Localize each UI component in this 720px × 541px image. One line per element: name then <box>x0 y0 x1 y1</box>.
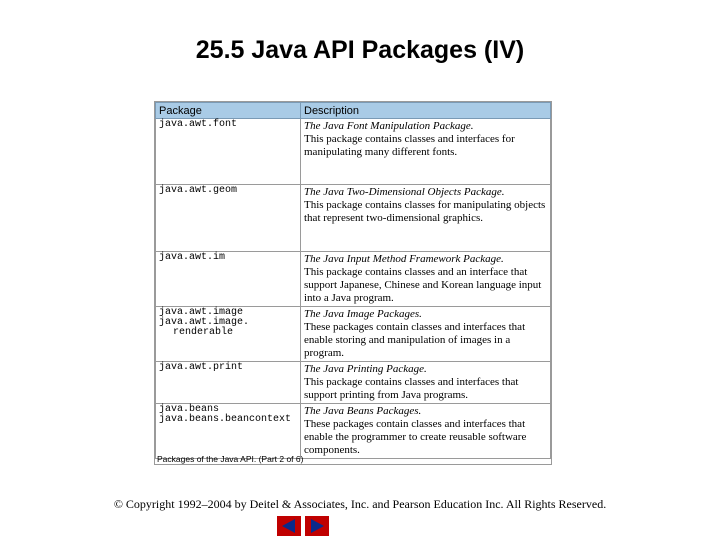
description-title: The Java Font Manipulation Package. <box>304 120 474 132</box>
description-cell <box>301 252 551 307</box>
package-cell <box>156 185 301 252</box>
description-cell <box>301 362 551 404</box>
slide-title: 25.5 Java API Packages (IV) <box>195 36 525 64</box>
description-title: The Java Beans Packages. <box>304 405 422 417</box>
package-name: java.beans <box>159 404 220 415</box>
package-cell <box>156 252 301 307</box>
package-name: java.awt.print <box>159 362 244 373</box>
package-name: java.awt.image. <box>159 317 250 328</box>
description-body: These packages contain classes and interfaces that enable the programmer to create reusable software components. <box>304 418 527 456</box>
table-row <box>156 362 551 404</box>
table-row <box>156 119 551 185</box>
package-cell <box>156 119 301 185</box>
arrow-right-icon <box>305 516 329 536</box>
description-body: These packages contain classes and interfaces that enable storing and manipulation of images in a program. <box>304 321 526 359</box>
description-body: This package contains classes and interfaces for manipulating many different fonts. <box>304 133 515 158</box>
description-body: This package contains classes for manipulating objects that represent two-dimensional graphics. <box>304 199 546 224</box>
package-name: java.beans.beancontext <box>159 414 292 425</box>
description-title: The Java Two-Dimensional Objects Package. <box>304 186 505 198</box>
table-row <box>156 252 551 307</box>
table-header-row <box>156 103 551 119</box>
header-description: Description <box>301 103 551 119</box>
arrow-left-icon <box>277 516 301 536</box>
table-row <box>156 185 551 252</box>
packages-table <box>154 101 552 465</box>
package-cell <box>156 307 301 362</box>
package-name: java.awt.geom <box>159 185 238 196</box>
table-row <box>156 404 551 459</box>
package-name: java.awt.image <box>159 307 244 318</box>
header-package: Package <box>156 103 301 119</box>
package-name: java.awt.im <box>159 252 226 263</box>
description-body: This package contains classes and an interface that support Japanese, Chinese and Korean language input into a Java program. <box>304 266 542 304</box>
package-name-continuation: renderable <box>173 327 234 338</box>
description-cell <box>301 119 551 185</box>
description-title: The Java Printing Package. <box>304 363 427 375</box>
description-cell <box>301 404 551 459</box>
description-cell <box>301 185 551 252</box>
description-title: The Java Image Packages. <box>304 308 422 320</box>
package-cell <box>156 404 301 459</box>
package-name: java.awt.font <box>159 119 238 130</box>
description-cell <box>301 307 551 362</box>
next-slide-button[interactable] <box>305 516 329 541</box>
table-row <box>156 307 551 362</box>
table-caption: Packages of the Java API. (Part 2 of 6) <box>157 454 304 464</box>
copyright-notice: © Copyright 1992–2004 by Deitel & Associates, Inc. and Pearson Education Inc. All Rights Reserved. <box>113 497 607 511</box>
description-title: The Java Input Method Framework Package. <box>304 253 504 265</box>
previous-slide-button[interactable] <box>277 516 301 541</box>
description-body: This package contains classes and interfaces that support printing from Java programs. <box>304 376 519 401</box>
package-cell <box>156 362 301 404</box>
